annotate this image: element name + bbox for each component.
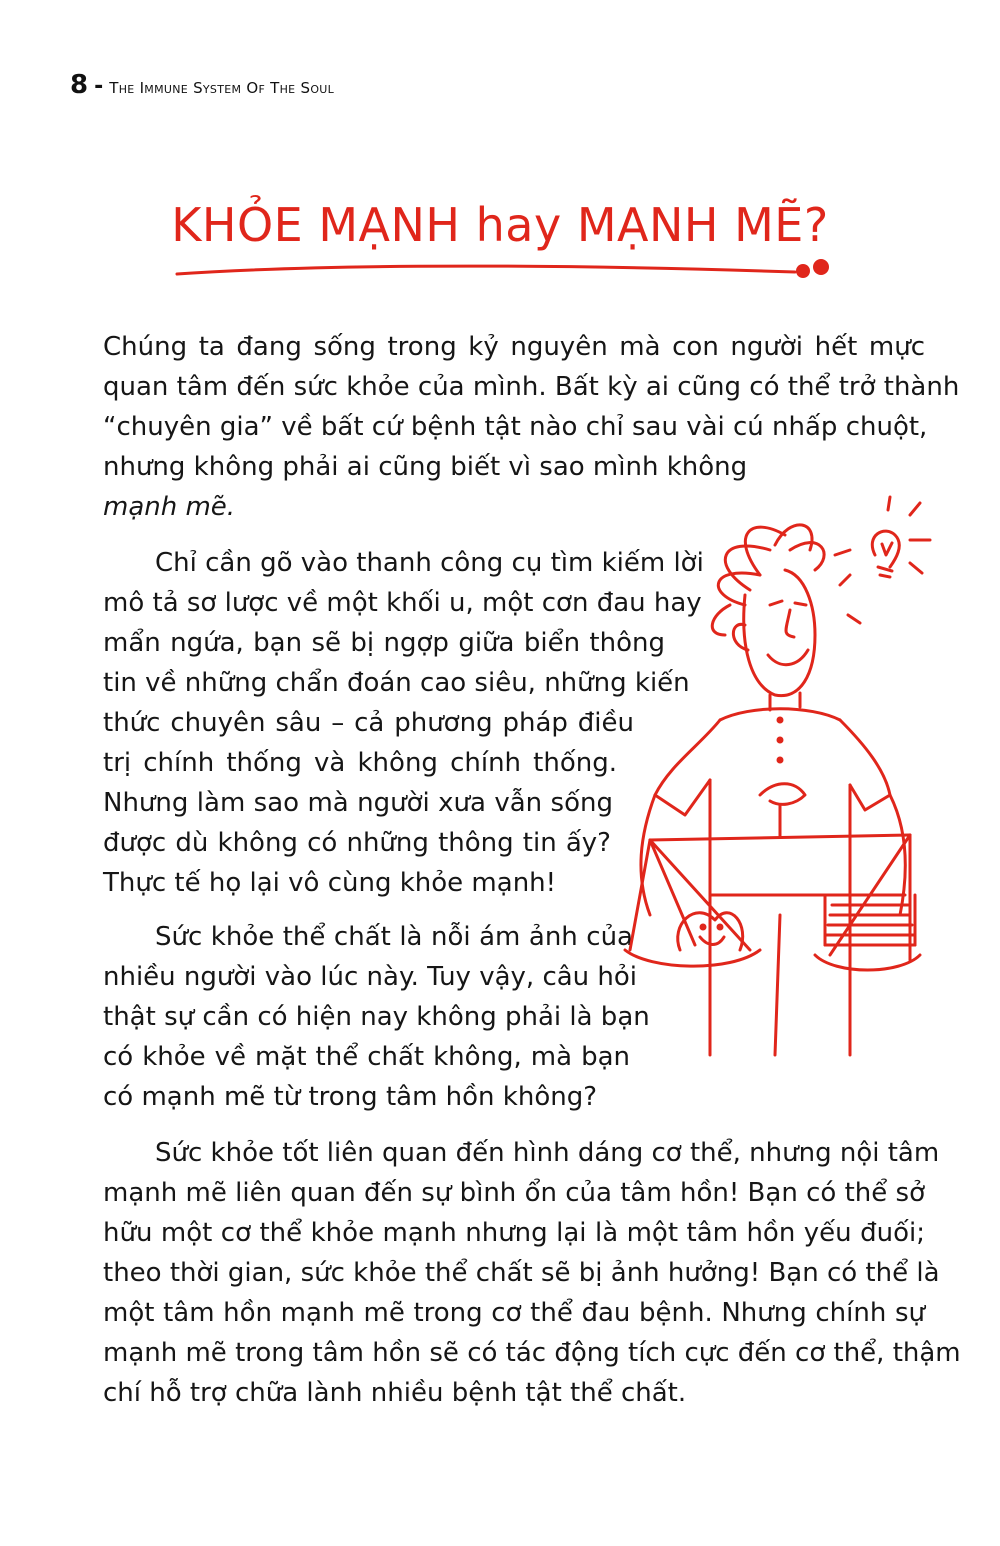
paragraph-line: “chuyên gia” về bất cứ bệnh tật nào chỉ sau vài cú nhấp chuột, — [103, 412, 928, 442]
paragraph-line: chí hỗ trợ chữa lành nhiều bệnh tật thể chất. — [103, 1378, 687, 1408]
paragraph-line: có mạnh mẽ từ trong tâm hồn không? — [103, 1082, 598, 1112]
paragraph-line: nhiều người vào lúc này. Tuy vậy, câu hỏi — [103, 962, 638, 992]
paragraph-line: mạnh mẽ trong tâm hồn sẽ có tác động tích cực đến cơ thể, thậm — [103, 1338, 961, 1368]
paragraph-line: mạnh mẽ liên quan đến sự bình ổn của tâm hồn! Bạn có thể sở — [103, 1178, 925, 1208]
paragraph-2 — [103, 543, 704, 903]
paragraph-line: trị chính thống và không chính thống. — [103, 748, 617, 778]
paragraph-line: nhưng không phải ai cũng biết vì sao mình không — [103, 452, 748, 482]
page-number: 8 — [70, 70, 89, 100]
chapter-title: KHỎE MẠNH hay MẠNH MẼ? — [171, 198, 829, 252]
paragraph-line: hữu một cơ thể khỏe mạnh nhưng lại là một tâm hồn yếu đuối; — [103, 1218, 925, 1248]
paragraph-line: Chỉ cần gõ vào thanh công cụ tìm kiếm lời — [155, 548, 704, 578]
paragraph-line: mẩn ngứa, bạn sẽ bị ngợp giữa biển thông — [103, 628, 665, 658]
paragraph-line: tin về những chẩn đoán cao siêu, những kiến — [103, 668, 690, 698]
paragraph-line: Chúng ta đang sống trong kỷ nguyên mà con người hết mực — [103, 332, 925, 362]
paragraph-3 — [103, 917, 650, 1117]
paragraph-line: thật sự cần có hiện nay không phải là bạn — [103, 1002, 650, 1032]
man-with-balance-scale-illustration — [610, 495, 940, 1115]
paragraph-line: quan tâm đến sức khỏe của mình. Bất kỳ ai cũng có thể trở thành — [103, 372, 960, 402]
paragraph-line: thức chuyên sâu – cả phương pháp điều — [103, 708, 634, 738]
paragraph-line-emphasis: mạnh mẽ. — [103, 492, 236, 522]
paragraph-line: Sức khỏe tốt liên quan đến hình dáng cơ thể, nhưng nội tâm — [155, 1138, 940, 1168]
paragraph-line: Sức khỏe thể chất là nỗi ám ảnh của — [155, 922, 633, 952]
paragraph-4 — [103, 1133, 961, 1413]
running-header — [70, 70, 334, 100]
paragraph-line: được dù không có những thông tin ấy? — [103, 828, 611, 858]
paragraph-line: một tâm hồn mạnh mẽ trong cơ thể đau bệnh. Nhưng chính sự — [103, 1298, 925, 1328]
title-underline-flourish — [175, 258, 845, 288]
paragraph-line: Nhưng làm sao mà người xưa vẫn sống — [103, 788, 613, 818]
book-title: The Immune System Of The Soul — [109, 79, 335, 97]
paragraph-line: có khỏe về mặt thể chất không, mà bạn — [103, 1042, 630, 1072]
header-separator: - — [94, 74, 104, 99]
paragraph-line: Thực tế họ lại vô cùng khỏe mạnh! — [103, 868, 557, 898]
paragraph-line: mô tả sơ lược về một khối u, một cơn đau hay — [103, 588, 702, 618]
paragraph-line: theo thời gian, sức khỏe thể chất sẽ bị ảnh hưởng! Bạn có thể là — [103, 1258, 940, 1288]
